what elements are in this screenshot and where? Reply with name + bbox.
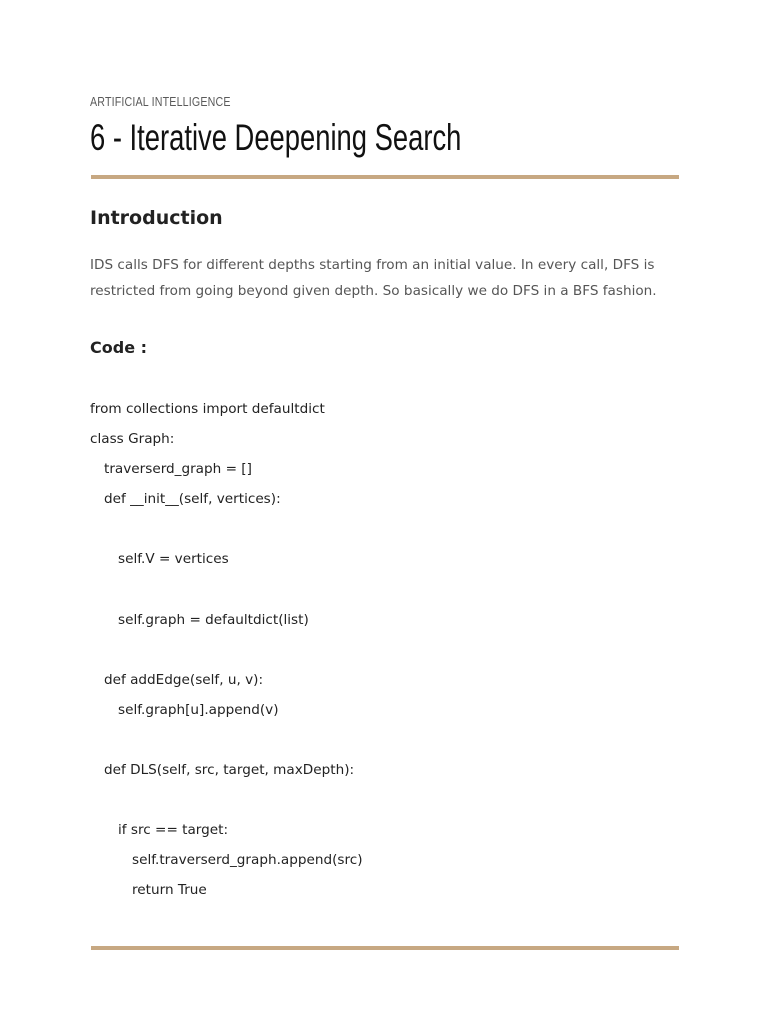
code-line: def addEdge(self, u, v): [104,672,264,688]
title-divider [91,175,679,179]
introduction-heading: Introduction [90,207,223,229]
introduction-paragraph: IDS calls DFS for different depths starting from an initial value. In every call, DFS is restricted from going beyond given depth. So basically we do DFS in a BFS fashion. [90,257,657,299]
code-line: if src == target: [118,822,229,838]
category-label: ARTIFICIAL INTELLIGENCE [90,94,231,109]
code-line: self.graph = defaultdict(list) [118,612,309,628]
code-line: def DLS(self, src, target, maxDepth): [104,762,355,778]
page-title: 6 - Iterative Deepening Search [90,117,462,158]
code-heading: Code : [90,338,148,357]
code-line: self.graph[u].append(v) [118,702,279,718]
footer-divider [91,946,679,950]
code-line: self.traverserd_graph.append(src) [132,852,363,868]
code-line: return True [132,882,207,898]
code-line: class Graph: [90,431,175,447]
code-line: def __init__(self, vertices): [104,491,281,507]
code-line: traverserd_graph = [] [104,461,252,477]
code-line: from collections import defaultdict [90,401,325,417]
code-line: self.V = vertices [118,551,229,567]
